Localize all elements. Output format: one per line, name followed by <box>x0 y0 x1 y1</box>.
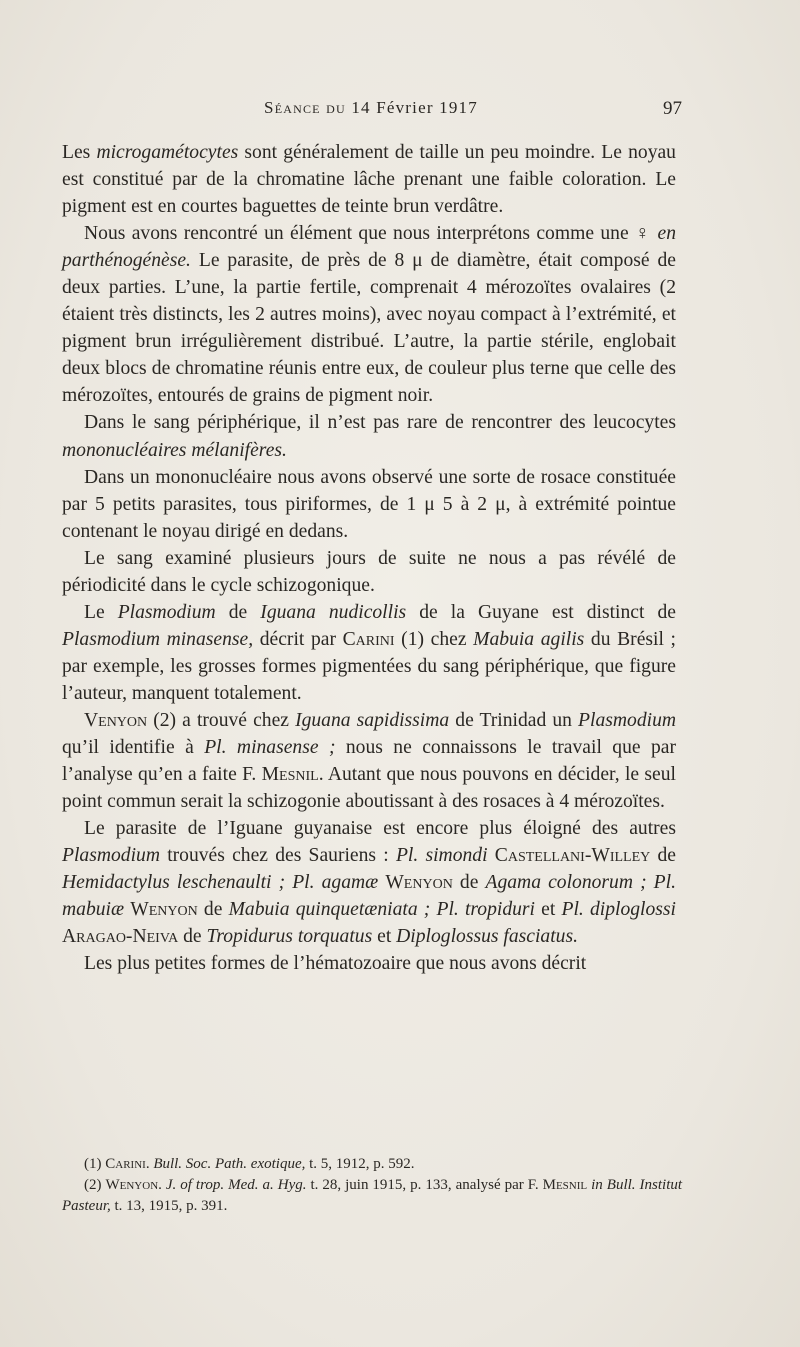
text-run: (1) chez <box>394 628 474 650</box>
italic-term: en parthénogénèse. <box>62 223 676 272</box>
header-title-date: 14 Février 1917 <box>351 98 478 117</box>
text-run: et <box>372 926 397 948</box>
text-run: sont généralement de taille un peu moindre. Le noyau est constitué par de la chromatine lâche prenant une faible coloration. Le pigment est en courtes baguettes de teinte brun verdâtre. <box>62 142 676 218</box>
text-run: de <box>215 601 261 623</box>
text-run: (2) a trouvé chez <box>147 709 296 731</box>
paragraph-9 <box>62 950 676 977</box>
journal-title: in Bull. Institut Pasteur, <box>62 1177 683 1214</box>
footnote-marker: (2) <box>84 1177 106 1193</box>
author-name: Wenyon <box>105 1177 159 1193</box>
italic-term: Hemidactylus leschenaulti ; Pl. agamæ <box>62 872 379 894</box>
italic-term: Plasmodium <box>117 601 216 623</box>
text-run: qu’il identifie à <box>62 737 205 759</box>
author-name: Wenyon <box>130 899 198 921</box>
text-run: Le <box>84 601 118 623</box>
paragraph-5 <box>62 545 676 599</box>
italic-term: Pl. diploglossi <box>561 899 676 921</box>
paragraph-6 <box>62 599 676 707</box>
author-name: Mesnil <box>542 1177 588 1193</box>
text-run: décrit par <box>253 628 343 650</box>
text-run <box>488 845 495 866</box>
text-run: de <box>197 899 229 921</box>
footnote-marker: (1) <box>84 1156 106 1172</box>
page-number: 97 <box>663 98 682 119</box>
author-name: Carini <box>105 1156 146 1172</box>
paragraph-7 <box>62 707 676 815</box>
text-run: nous ne connaissons le travail que par l’analyse qu’en a faite F. <box>62 737 677 786</box>
journal-title: Bull. Soc. Path. exotique, <box>153 1156 306 1172</box>
text-run: de la Guyane est distinct de <box>406 601 676 623</box>
author-name: Castellani-Willey <box>494 845 651 867</box>
italic-term: Agama colonorum ; Pl. mabuiæ <box>62 872 676 921</box>
footnote-1 <box>62 1154 682 1175</box>
italic-term: Pl. simondi <box>395 845 488 867</box>
italic-term: Mabuia quinquetæniata ; Pl. tropiduri <box>228 899 536 921</box>
paragraph-4 <box>62 464 676 545</box>
text-run: Le sang examiné plusieurs jours de suite ne nous a pas révélé de périodicité dans le cycle schizogonique. <box>62 547 676 596</box>
author-name: Mesnil <box>261 764 319 786</box>
italic-term: Iguana sapidissima <box>295 709 450 731</box>
text-run: Les <box>62 142 97 163</box>
text-run: et <box>535 899 562 921</box>
text-run: trouvés chez des Sauriens : <box>159 845 396 867</box>
italic-term: Tropidurus torquatus <box>206 926 373 948</box>
italic-term: Iguana nudicollis <box>260 601 407 623</box>
text-run: Les plus petites formes de l’hématozoaire que nous avons décrit <box>84 953 587 975</box>
body-text <box>62 139 676 977</box>
italic-term: Pl. minasense ; <box>204 737 336 759</box>
italic-term: microgamétocytes <box>96 142 239 163</box>
text-run: t. 13, 1915, p. 391. <box>110 1198 228 1214</box>
running-header <box>60 98 682 122</box>
italic-term: Plasmodium <box>578 709 677 731</box>
text-run: de Trinidad un <box>449 709 579 731</box>
text-run: du Brésil ; par exemple, les grosses formes pigmentées du sang périphérique, que figure l’auteur, manquent totalement. <box>62 628 676 704</box>
footnotes <box>62 1154 682 1217</box>
journal-title: J. of trop. Med. a. Hyg. <box>165 1177 307 1193</box>
italic-term: Mabuia agilis <box>473 628 585 650</box>
text-run: de <box>650 845 676 867</box>
paragraph-3 <box>62 409 676 463</box>
italic-term: mononucléaires mélanifères. <box>62 439 287 461</box>
author-name: Venyon <box>84 709 148 731</box>
author-name: Carini <box>342 628 395 650</box>
paragraph-2 <box>62 220 676 409</box>
text-run: de <box>452 872 486 894</box>
text-run: t. 5, 1912, p. 592. <box>305 1156 415 1172</box>
text-run: Le parasite, de près de 8 μ de diamètre, était composé de deux parties. L’une, la partie fertile, comprenait 4 mérozoïtes ovalaires (2 étaient très distincts, les 2 autres moins), avec noyau compact à l’extrémité, et pigment brun irrégulièrement distribué. L’autre, la partie stérile, englobait deux blocs de chromatine réunis entre eux, de couleur plus terne que celle des mérozoïtes, entourés de grains de pigment noir. <box>62 250 676 407</box>
header-title <box>60 98 682 118</box>
text-run: de <box>178 926 207 948</box>
text-run: . Autant que nous pouvons en décider, le seul point commun serait la schizogonie aboutissant à des rosaces à 4 mérozoïtes. <box>62 764 676 813</box>
header-title-prefix: Séance du <box>264 98 352 117</box>
author-name: Aragao-Neiva <box>62 926 179 948</box>
paragraph-8 <box>62 815 676 950</box>
text-run: Nous avons rencontré un élément que nous interprétons comme une ♀ <box>84 223 658 245</box>
italic-term: Plasmodium minasense, <box>62 628 254 650</box>
text-run: . <box>158 1177 166 1193</box>
paragraph-1 <box>62 139 676 220</box>
italic-term: Plasmodium <box>62 845 160 867</box>
text-run: Dans le sang périphérique, il n’est pas rare de rencontrer des leucocytes <box>84 412 676 434</box>
text-run: Le parasite de l’Iguane guyanaise est encore plus éloigné des autres <box>84 818 676 840</box>
author-name: Wenyon <box>385 872 453 894</box>
text-run: . <box>145 1156 154 1172</box>
text-run: Dans un mononucléaire nous avons observé une sorte de rosace constituée par 5 petits parasites, tous piriformes, de 1 μ 5 à 2 μ, à extrémité pointue contenant le noyau dirigé en dedans. <box>62 466 676 542</box>
italic-term: Diploglossus fasciatus. <box>396 926 578 948</box>
footnote-2 <box>62 1175 682 1217</box>
text-run: t. 28, juin 1915, p. 133, analysé par F. <box>306 1177 543 1193</box>
